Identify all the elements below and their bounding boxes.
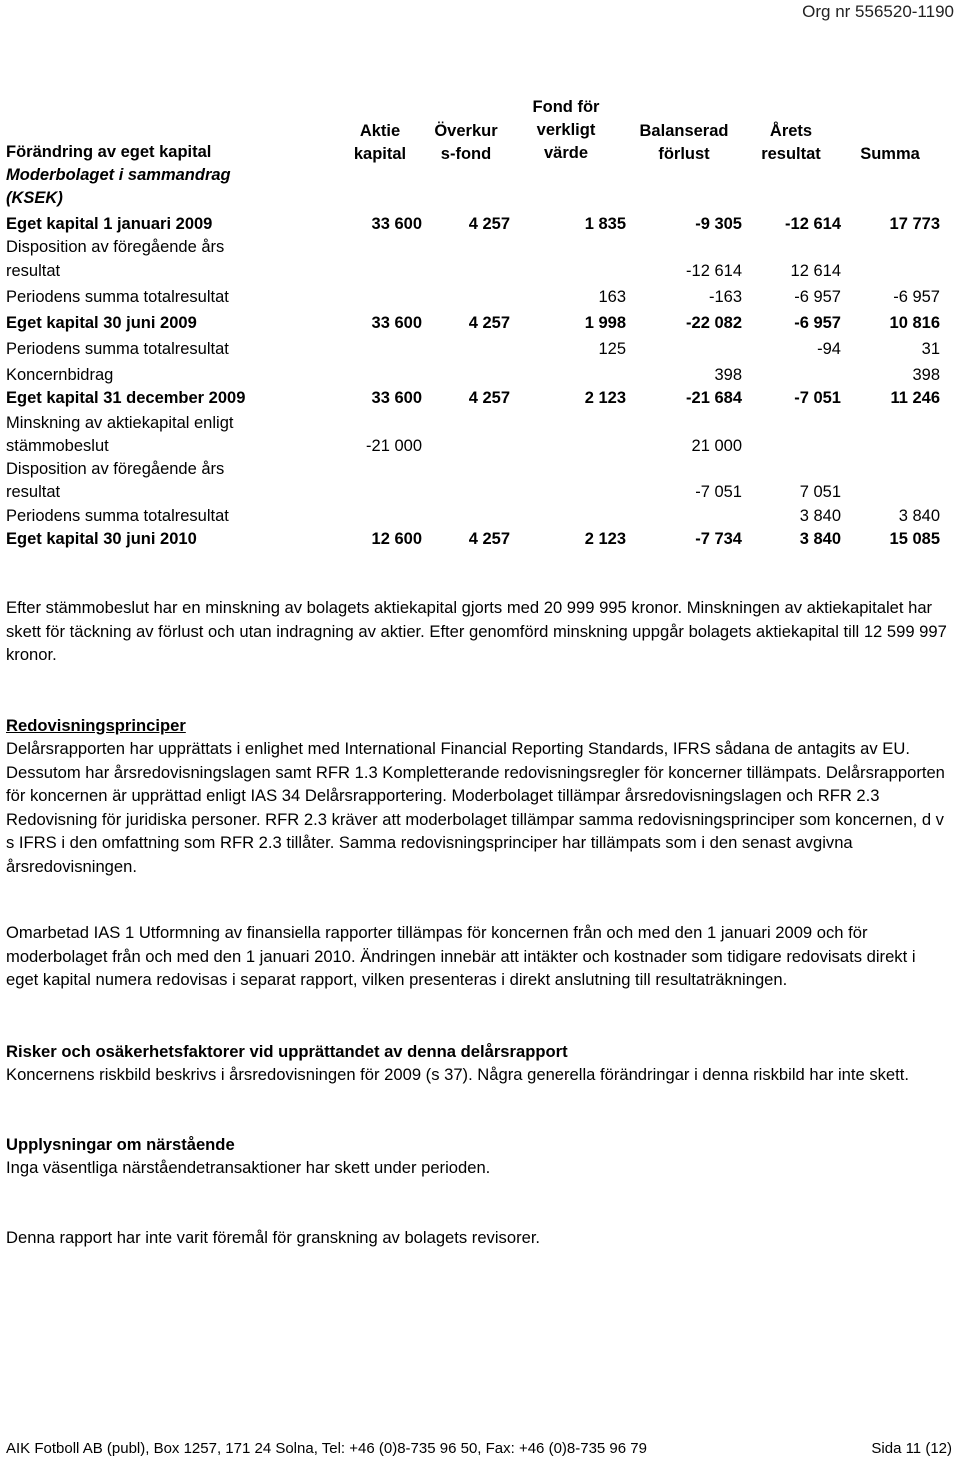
cell-overkursfond: 4 257 [468,389,510,407]
table-subtitle: Moderbolaget i sammandrag [6,166,231,184]
narstaende-paragraph: Inga väsentliga närståendetransaktioner har skett under perioden. [6,1158,491,1177]
row-label: Koncernbidrag [6,366,114,384]
cell-balanserad-forlust: 398 [714,366,742,384]
cell-summa: 10 816 [889,314,940,332]
cell-aktiekapital: 33 600 [371,314,422,332]
cell-summa: 31 [921,340,940,358]
col-header-fond-verkligt-varde: Fond för verkligt värde [532,98,600,162]
table-unit: (KSEK) [6,189,63,207]
row-label: Periodens summa totalresultat [6,507,229,525]
cell-balanserad-forlust: 21 000 [691,437,742,455]
footer-page-number: Sida 11 (12) [871,1440,952,1457]
cell-balanserad-forlust: -22 082 [686,314,742,332]
org-number: Org nr 556520-1190 [802,2,954,21]
cell-balanserad-forlust: -163 [708,288,742,306]
cell-fond-verkligt-varde: 1 835 [584,215,626,233]
stamma-paragraph: Efter stämmobeslut har en minskning av bolagets aktiekapital gjorts med 20 999 995 kronor. Minskningen av aktiekapitalet har skett för täckning av förlust och utan indragning av aktier. Efter genomförd minskning uppgår bolagets aktiekapital till 12 599 997 kronor. [6,598,947,664]
cell-summa: 398 [912,366,940,384]
cell-overkursfond: 4 257 [468,314,510,332]
cell-aktiekapital: -21 000 [366,437,422,455]
cell-fond-verkligt-varde: 125 [598,340,626,358]
redovisning-paragraph: Delårsrapporten har upprättats i enlighet med International Financial Reporting Standards, IFRS sådana de antagits av EU. Dessutom har årsredovisningslagen samt RFR 1.3 Kompletterande redovisningsregler för koncerner tillämpats. Delårsrapporten för koncernen är upprättad enligt IAS 34 Delårsrapportering. Moderbolaget tillämpar årsredovisningslagen och RFR 2.3 Redovisning för juridiska personer. RFR 2.3 kräver att moderbolaget tillämpar samma redovisningsprinciper som koncernen, d v s IFRS i den omfattning som RFR 2.3 tillåter. Samma redovisningsprinciper har tillämpats som i den senast avgivna årsredovisningen. [6,739,945,876]
cell-arets-resultat: -12 614 [785,215,841,233]
table-row [0,215,960,239]
narstaende-heading: Upplysningar om närstående [6,1135,235,1154]
table-row [0,437,960,461]
cell-fond-verkligt-varde: 2 123 [584,389,626,407]
row-label: resultat [6,483,61,501]
table-title: Förändring av eget kapital [6,143,212,161]
row-label: Periodens summa totalresultat [6,288,229,306]
table-row [0,288,960,312]
row-label: Eget kapital 30 juni 2010 [6,530,197,548]
cell-aktiekapital: 33 600 [371,215,422,233]
ias1-paragraph: Omarbetad IAS 1 Utformning av finansiella rapporter tillämpas för koncernen från och med den 1 januari 2009 och för moderbolaget från och med den 1 januari 2010. Ändringen innebär att intäkter och kostnader som tidigare redovisats direkt i eget kapital numera redovisas i separat rapport, vilken presenteras i direkt anslutning till resultaträkningen. [6,923,916,989]
cell-balanserad-forlust: -7 734 [695,530,742,548]
table-row [0,507,960,531]
cell-overkursfond: 4 257 [468,215,510,233]
redovisning-heading: Redovisningsprinciper [6,716,186,735]
cell-arets-resultat: -7 051 [794,389,841,407]
table-row [0,483,960,507]
table-row [0,238,960,262]
table-row [0,340,960,364]
cell-fond-verkligt-varde: 163 [598,288,626,306]
col-header-aktiekapital: Aktie kapital [353,122,407,163]
table-row [0,530,960,554]
cell-fond-verkligt-varde: 2 123 [584,530,626,548]
row-label: Periodens summa totalresultat [6,340,229,358]
table-row [0,262,960,286]
cell-summa: 3 840 [898,507,940,525]
table-row [0,460,960,484]
col-header-summa: Summa [860,145,920,163]
cell-balanserad-forlust: -9 305 [695,215,742,233]
row-label: Eget kapital 31 december 2009 [6,389,246,407]
risk-heading: Risker och osäkerhetsfaktorer vid upprättandet av denna delårsrapport [6,1042,568,1061]
revision-paragraph: Denna rapport har inte varit föremål för granskning av bolagets revisorer. [6,1228,541,1247]
cell-summa: -6 957 [893,288,940,306]
cell-aktiekapital: 12 600 [371,530,422,548]
cell-summa: 17 773 [889,215,940,233]
cell-arets-resultat: 7 051 [799,483,841,501]
cell-aktiekapital: 33 600 [371,389,422,407]
risk-paragraph: Koncernens riskbild beskrivs i årsredovisningen för 2009 (s 37). Några generella förändringar i denna riskbild har inte skett. [6,1065,909,1084]
table-row [0,314,960,338]
cell-summa: 15 085 [889,530,940,548]
col-header-balanserad-forlust: Balanserad förlust [639,122,729,163]
cell-summa: 11 246 [890,389,940,407]
footer-address: AIK Fotboll AB (publ), Box 1257, 171 24 Solna, Tel: +46 (0)8-735 96 50, Fax: +46 (0)8-735 96 79 [6,1440,647,1457]
cell-arets-resultat: -94 [817,340,841,358]
cell-fond-verkligt-varde: 1 998 [584,314,626,332]
cell-arets-resultat: 12 614 [790,262,841,280]
cell-balanserad-forlust: -7 051 [695,483,742,501]
cell-arets-resultat: -6 957 [794,288,841,306]
row-label: resultat [6,262,61,280]
table-row [0,366,960,390]
row-label: Eget kapital 30 juni 2009 [6,314,197,332]
row-label: Disposition av föregående års [6,460,225,478]
col-header-arets-resultat: Årets resultat [761,122,821,163]
cell-arets-resultat: 3 840 [799,530,841,548]
row-label: stämmobeslut [6,437,109,455]
cell-balanserad-forlust: -21 684 [686,389,742,407]
cell-balanserad-forlust: -12 614 [686,262,742,280]
row-label: Disposition av föregående års [6,238,225,256]
row-label: Eget kapital 1 januari 2009 [6,215,213,233]
table-row [0,414,960,438]
row-label: Minskning av aktiekapital enligt [6,414,234,432]
cell-arets-resultat: 3 840 [799,507,841,525]
cell-arets-resultat: -6 957 [794,314,841,332]
cell-overkursfond: 4 257 [468,530,510,548]
table-row [0,389,960,413]
col-header-overkursfond: Överkur s-fond [434,122,498,163]
